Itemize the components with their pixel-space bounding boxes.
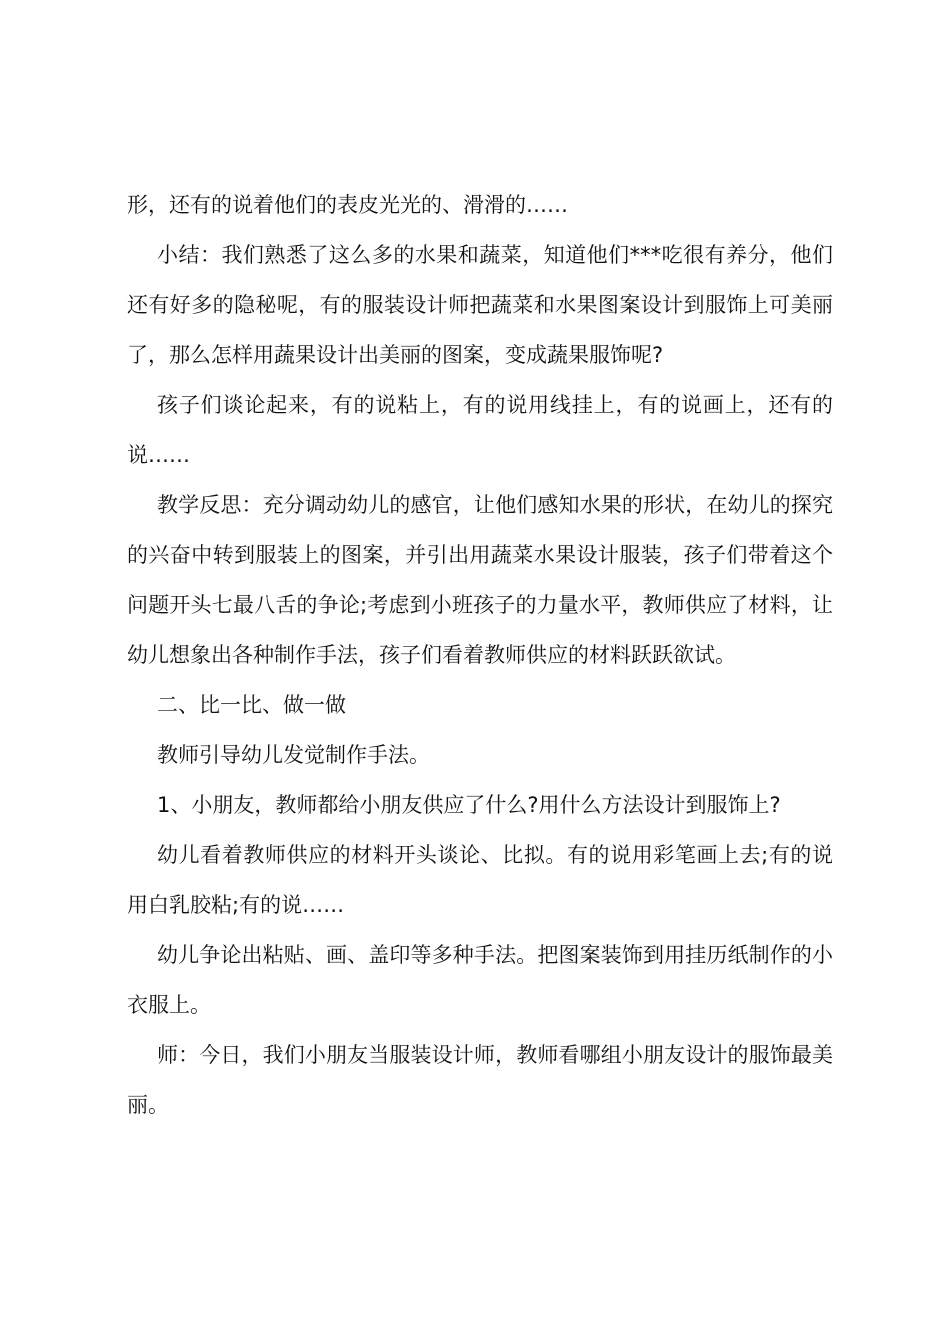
paragraph: 孩子们谈论起来，有的说粘上，有的说用线挂上，有的说画上，还有的说…… [127, 393, 833, 467]
document-body [127, 180, 833, 1130]
paragraph: 教师引导幼儿发觉制作手法。 [157, 743, 430, 767]
paragraph: 师：今日，我们小朋友当服装设计师，教师看哪组小朋友设计的服饰最美丽。 [127, 1043, 833, 1117]
paragraph: 幼儿看着教师供应的材料开头谈论、比拟。有的说用彩笔画上去;有的说用白乳胶粘;有的说…… [127, 843, 833, 917]
paragraph: 1、小朋友，教师都给小朋友供应了什么?用什么方法设计到服饰上? [157, 793, 781, 817]
paragraph: 教学反思：充分调动幼儿的感官，让他们感知水果的形状，在幼儿的探究的兴奋中转到服装上的图案，并引出用蔬菜水果设计服装，孩子们带着这个问题开头七最八舌的争论;考虑到小班孩子的力量水平，教师供应了材料，让幼儿想象出各种制作手法，孩子们看着教师供应的材料跃跃欲试。 [127, 493, 833, 667]
section-heading: 二、比一比、做一做 [157, 693, 346, 717]
paragraph: 形，还有的说着他们的表皮光光的、滑滑的…… [127, 193, 568, 217]
paragraph: 小结：我们熟悉了这么多的水果和蔬菜，知道他们***吃很有养分，他们还有好多的隐秘呢，有的服装设计师把蔬菜和水果图案设计到服饰上可美丽了，那么怎样用蔬果设计出美丽的图案，变成蔬果服饰呢? [127, 243, 833, 367]
paragraph: 幼儿争论出粘贴、画、盖印等多种手法。把图案装饰到用挂历纸制作的小衣服上。 [127, 943, 833, 1017]
